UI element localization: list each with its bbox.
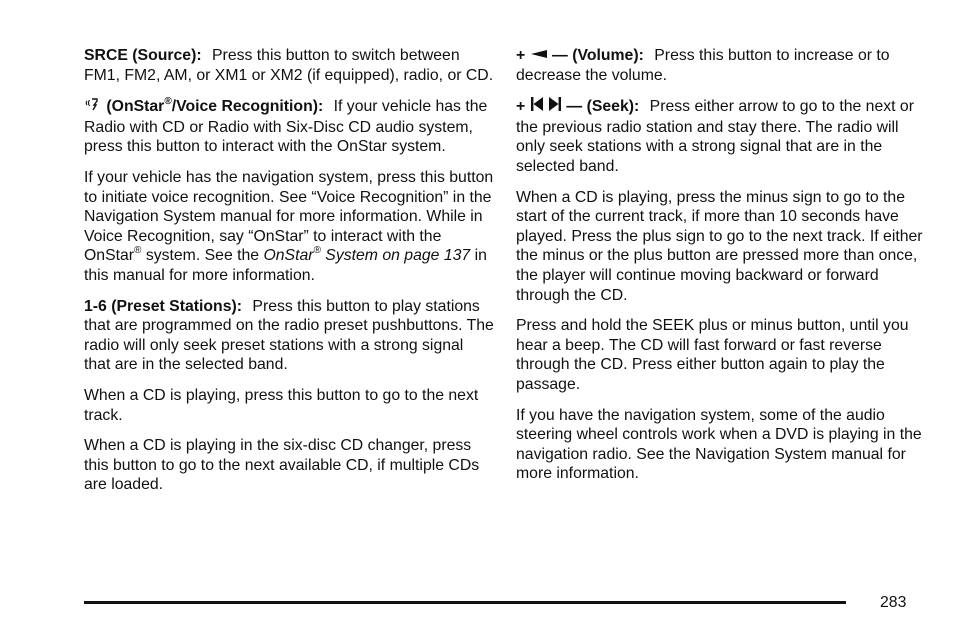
onstar-voice-icon	[84, 96, 102, 118]
seek-previous-icon	[530, 96, 544, 118]
onstar-text: If your vehicle has the Radio with CD or Radio with Six-Disc CD audio system, press this button to interact with the OnStar system.	[84, 98, 488, 156]
volume-plus: +	[516, 47, 526, 64]
preset-term: 1-6 (Preset Stations):	[84, 297, 243, 315]
volume-term: — (Volume):	[552, 47, 644, 64]
volume-paragraph	[516, 46, 926, 85]
seek-term: — (Seek):	[566, 98, 640, 116]
preset-stations-paragraph	[84, 297, 494, 375]
seek-hold-paragraph: Press and hold the SEEK plus or minus button, until you hear a beep. The CD will fast forward or fast reverse through the CD. Press either button again to play the passage.	[516, 317, 909, 393]
seek-text: Press either arrow to go to the next or the previous radio station and stay there. The radio will only seek stations with a strong signal that are in the selected band.	[516, 98, 914, 175]
footer-rule	[84, 601, 846, 604]
onstar-paragraph	[84, 96, 494, 157]
volume-text: Press this button to increase or to decrease the volume.	[516, 47, 890, 84]
seek-next-icon	[548, 96, 562, 118]
onstar-system-reference[interactable]: OnStar® System on page 137	[263, 245, 471, 265]
navigation-dvd-paragraph: If you have the navigation system, some of the audio steering wheel controls work when a DVD is playing in the navigation radio. See the Navigation System manual for more information.	[516, 406, 922, 483]
preset-text: Press this button to play stations that are programmed on the radio preset pushbuttons. The radio will only seek preset stations with a strong signal that are in the selected band.	[84, 297, 494, 374]
srce-term: SRCE (Source):	[84, 47, 202, 64]
cd-seek-paragraph: When a CD is playing, press the minus sign to go to the start of the current track, if more than 10 seconds have played. Press the plus sign to go to the next track. If either the minus or the plus button are pressed more than once, the player will continue moving backward or forward through the CD.	[516, 188, 923, 304]
right-column	[516, 46, 926, 495]
page-number: 283	[880, 594, 907, 611]
cd-changer-paragraph: When a CD is playing in the six-disc CD changer, press this button to go to the next available CD, if multiple CDs are loaded.	[84, 437, 480, 494]
cd-next-paragraph: When a CD is playing, press this button to go to the next track.	[84, 386, 479, 424]
srce-text: Press this button to switch between FM1, FM2, AM, or XM1 or XM2 (if equipped), radio, or CD.	[84, 47, 494, 84]
volume-icon	[530, 46, 548, 66]
seek-paragraph	[516, 96, 926, 176]
onstar-term: (OnStar®/Voice Recognition):	[106, 95, 324, 116]
seek-plus: +	[516, 98, 526, 116]
left-column	[84, 46, 494, 506]
srce-paragraph	[84, 46, 494, 85]
navigation-voice-paragraph: If your vehicle has the navigation system, press this button to initiate voice recognition. See “Voice Recognition” in the Navigation System manual for more information. While in Voice Recognition, say “OnStar” to interact with the OnStar® system. See the OnStar® System on page 137 in this manual for more information.	[84, 168, 494, 284]
